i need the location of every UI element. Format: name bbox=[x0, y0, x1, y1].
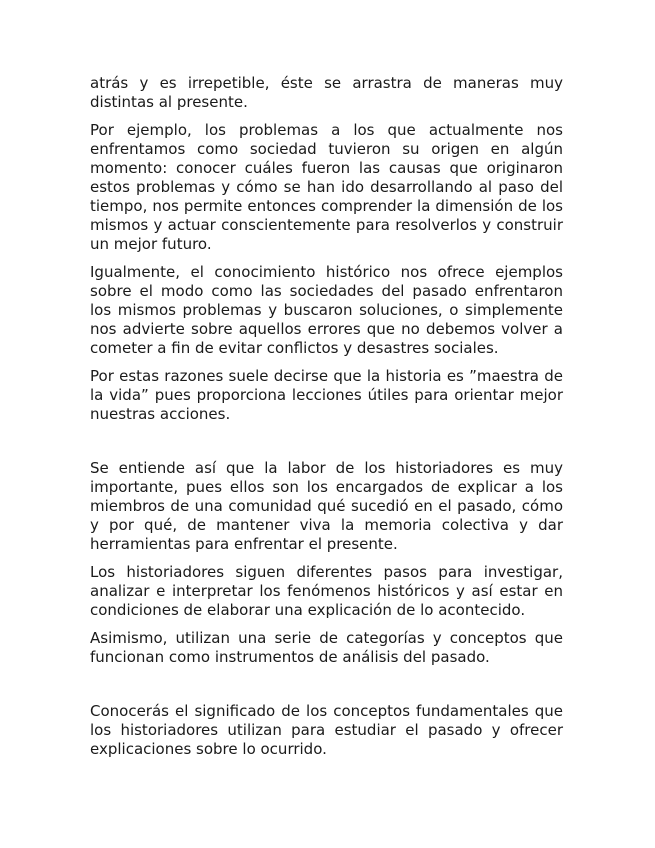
section-gap bbox=[90, 676, 563, 702]
paragraph-4: Por estas razones suele decirse que la historia es ”maestra de la vida” pues proporciona lecciones útiles para orientar mejor nuestras acciones. bbox=[90, 367, 563, 423]
section-gap bbox=[90, 433, 563, 459]
document-page bbox=[90, 74, 563, 768]
paragraph-2: Por ejemplo, los problemas a los que actualmente nos enfrentamos como sociedad tuvieron su origen en algún momento: conocer cuáles fueron las causas que originaron estos problemas y cómo se han ido desarrollando al paso del tiempo, nos permite entonces comprender la dimensión de los mismos y actuar conscientemente para resolverlos y construir un mejor futuro. bbox=[90, 121, 563, 253]
paragraph-8: Conocerás el significado de los conceptos fundamentales que los historiadores utilizan para estudiar el pasado y ofrecer explicaciones sobre lo ocurrido. bbox=[90, 702, 563, 758]
paragraph-1: atrás y es irrepetible, éste se arrastra de maneras muy distintas al presente. bbox=[90, 74, 563, 111]
paragraph-7: Asimismo, utilizan una serie de categorías y conceptos que funcionan como instrumentos de análisis del pasado. bbox=[90, 629, 563, 666]
paragraph-3: Igualmente, el conocimiento histórico nos ofrece ejemplos sobre el modo como las sociedades del pasado enfrentaron los mismos problemas y buscaron soluciones, o simplemente nos advierte sobre aquellos errores que no debemos volver a cometer a fin de evitar conflictos y desastres sociales. bbox=[90, 263, 563, 357]
paragraph-5: Se entiende así que la labor de los historiadores es muy importante, pues ellos son los encargados de explicar a los miembros de una comunidad qué sucedió en el pasado, cómo y por qué, de mantener viva la memoria colectiva y dar herramientas para enfrentar el presente. bbox=[90, 459, 563, 553]
paragraph-6: Los historiadores siguen diferentes pasos para investigar, analizar e interpretar los fenómenos históricos y así estar en condiciones de elaborar una explicación de lo acontecido. bbox=[90, 563, 563, 619]
